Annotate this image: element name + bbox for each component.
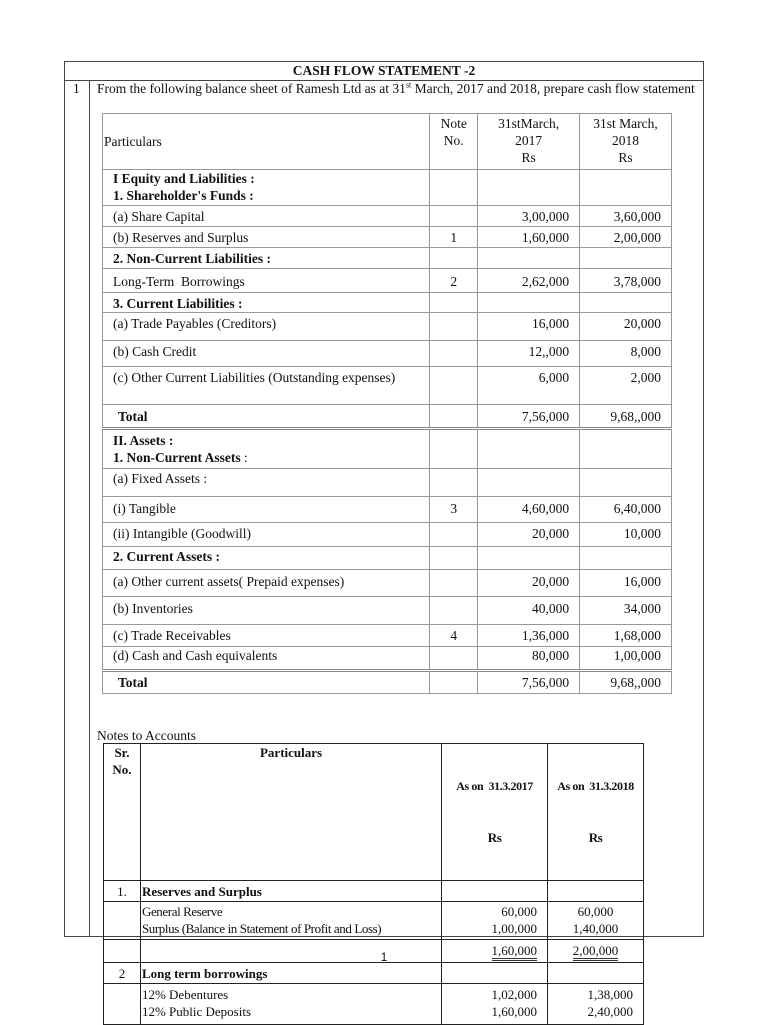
row-value-2017 xyxy=(478,547,580,570)
row-value-2018: 2,00,000 xyxy=(580,227,672,248)
balance-sheet-table xyxy=(102,113,672,694)
header-2018-line3: Rs xyxy=(618,150,633,165)
row-note xyxy=(430,248,478,269)
row-note xyxy=(430,671,478,694)
table-row xyxy=(103,625,672,647)
row-value-2017: 2,62,000 xyxy=(478,269,580,293)
row-note xyxy=(430,570,478,597)
row-value-2018: 34,000 xyxy=(580,597,672,625)
row-note: 2 xyxy=(430,269,478,293)
items-values-2017 xyxy=(442,902,548,940)
notes-section-row xyxy=(104,881,644,902)
row-label: Total xyxy=(103,671,430,694)
row-value-2017 xyxy=(478,469,580,497)
row-value-2017: 40,000 xyxy=(478,597,580,625)
row-value-2017 xyxy=(478,429,580,469)
row-value-2018 xyxy=(580,170,672,206)
table-row xyxy=(103,367,672,405)
row-value-2018: 10,000 xyxy=(580,523,672,547)
header-2018 xyxy=(580,114,672,170)
row-value-2017: 4,60,000 xyxy=(478,497,580,523)
section-sr-no: 1. xyxy=(104,881,141,902)
row-value-2018: 2,000 xyxy=(580,367,672,405)
notes-items-row xyxy=(104,902,644,940)
table-row xyxy=(103,469,672,497)
header-particulars: Particulars xyxy=(140,744,441,881)
row-value-2017 xyxy=(478,170,580,206)
row-value-2018: 1,68,000 xyxy=(580,625,672,647)
table-row xyxy=(103,647,672,671)
row-value-2018: 9,68,,000 xyxy=(580,671,672,694)
header-2018-line1: As on 31.3.2018 xyxy=(557,779,634,793)
table-row xyxy=(103,547,672,570)
item-label: 12% Public Deposits xyxy=(141,1004,252,1019)
items-empty-sr xyxy=(104,984,141,1025)
row-value-2018: 20,000 xyxy=(580,313,672,341)
row-label: Total xyxy=(103,405,430,429)
header-2018-line2: 2018 xyxy=(612,133,640,148)
row-label-line2: 1. Shareholder's Funds : xyxy=(113,188,254,203)
row-note: 3 xyxy=(430,497,478,523)
row-label xyxy=(103,429,430,469)
question-text-part2: March, 2017 and 2018, prepare cash flow statement xyxy=(411,81,695,96)
row-note xyxy=(430,293,478,313)
table-row-total xyxy=(103,671,672,694)
header-note-line1: Note xyxy=(440,116,467,131)
table-row xyxy=(103,497,672,523)
row-value-2018: 3,78,000 xyxy=(580,269,672,293)
header-2017-line1: 31stMarch, xyxy=(498,116,560,131)
row-note xyxy=(430,313,478,341)
row-label-line1: I Equity and Liabilities : xyxy=(113,171,255,186)
row-note: 1 xyxy=(430,227,478,248)
items-values-2018 xyxy=(548,984,644,1025)
row-value-2018 xyxy=(580,429,672,469)
table-row xyxy=(103,206,672,227)
question-number: 1 xyxy=(73,81,80,96)
items-empty-sr xyxy=(104,902,141,940)
table-row xyxy=(103,523,672,547)
row-value-2017: 20,000 xyxy=(478,523,580,547)
row-value-2017 xyxy=(478,293,580,313)
table-row xyxy=(103,269,672,293)
document-title: CASH FLOW STATEMENT -2 xyxy=(65,62,703,81)
table-row-total xyxy=(103,405,672,429)
section-sr-no: 2 xyxy=(104,963,141,984)
row-value-2017: 6,000 xyxy=(478,367,580,405)
row-value-2018 xyxy=(580,248,672,269)
question-text-superscript: st xyxy=(405,80,412,90)
balance-sheet-header-row xyxy=(103,114,672,170)
header-sr-no xyxy=(104,744,141,881)
row-label: 2. Non-Current Liabilities : xyxy=(103,248,430,269)
row-value-2018: 6,40,000 xyxy=(580,497,672,523)
item-value-2017: 1,60,000 xyxy=(491,1004,538,1019)
items-labels xyxy=(140,902,441,940)
row-value-2018: 1,00,000 xyxy=(580,647,672,671)
row-label: (i) Tangible xyxy=(103,497,430,523)
row-value-2017: 16,000 xyxy=(478,313,580,341)
row-label: (b) Inventories xyxy=(103,597,430,625)
items-values-2018 xyxy=(548,902,644,940)
item-value-2018: 60,000 xyxy=(577,904,614,919)
table-row xyxy=(103,429,672,469)
row-label: (c) Other Current Liabilities (Outstanding expenses) xyxy=(103,367,430,405)
notes-table xyxy=(103,743,644,1025)
row-note xyxy=(430,367,478,405)
header-2017-line1: As on 31.3.2017 xyxy=(456,779,533,793)
row-label: (a) Trade Payables (Creditors) xyxy=(103,313,430,341)
row-note xyxy=(430,523,478,547)
row-label: Long-Term Borrowings xyxy=(103,269,430,293)
items-labels xyxy=(140,984,441,1025)
header-note-line2: No. xyxy=(443,133,464,148)
notes-to-accounts-label: Notes to Accounts xyxy=(97,728,196,743)
table-row xyxy=(103,227,672,248)
row-value-2017: 12,,000 xyxy=(478,341,580,367)
row-label: (b) Reserves and Surplus xyxy=(103,227,430,248)
question-text-part1: From the following balance sheet of Ramesh Ltd as at 31 xyxy=(97,81,406,96)
header-2018-line2: Rs xyxy=(588,830,603,845)
question-text xyxy=(97,80,697,97)
row-label: (a) Other current assets( Prepaid expenses) xyxy=(103,570,430,597)
total-2018-underlined: 2,00,000 xyxy=(573,944,619,961)
row-label: (d) Cash and Cash equivalents xyxy=(103,647,430,671)
row-value-2018 xyxy=(580,293,672,313)
row-note xyxy=(430,429,478,469)
section-empty-2018 xyxy=(548,881,644,902)
row-note xyxy=(430,547,478,570)
table-row xyxy=(103,170,672,206)
header-2018-line1: 31st March, xyxy=(593,116,658,131)
item-value-2017: 1,02,000 xyxy=(491,987,538,1002)
row-value-2018: 16,000 xyxy=(580,570,672,597)
header-particulars: Particulars xyxy=(103,114,430,170)
item-value-2017: 1,00,000 xyxy=(491,921,538,936)
notes-header-row xyxy=(104,744,644,881)
table-row xyxy=(103,313,672,341)
item-label: 12% Debentures xyxy=(141,987,229,1002)
row-value-2018 xyxy=(580,547,672,570)
row-value-2018: 9,68,,000 xyxy=(580,405,672,429)
row-value-2017: 80,000 xyxy=(478,647,580,671)
item-label: General Reserve xyxy=(141,904,223,919)
row-label: (b) Cash Credit xyxy=(103,341,430,367)
item-value-2018: 2,40,000 xyxy=(587,1004,633,1019)
item-value-2018: 1,38,000 xyxy=(587,987,633,1002)
row-label: (a) Share Capital xyxy=(103,206,430,227)
row-value-2018: 8,000 xyxy=(580,341,672,367)
items-values-2017 xyxy=(442,984,548,1025)
row-note xyxy=(430,647,478,671)
table-row xyxy=(103,597,672,625)
total-2017-underlined: 1,60,000 xyxy=(492,944,538,961)
table-row xyxy=(103,341,672,367)
row-note xyxy=(430,341,478,367)
serial-column-divider xyxy=(89,81,90,936)
header-2018 xyxy=(548,744,644,881)
row-note xyxy=(430,170,478,206)
row-value-2017: 20,000 xyxy=(478,570,580,597)
section-empty-2017 xyxy=(442,881,548,902)
header-sr-line1: Sr. xyxy=(114,745,130,760)
row-label-line2-suffix: : xyxy=(240,450,248,465)
row-label: 3. Current Liabilities : xyxy=(103,293,430,313)
row-value-2017: 7,56,000 xyxy=(478,671,580,694)
notes-items-row xyxy=(104,984,644,1025)
row-label: (a) Fixed Assets : xyxy=(103,469,430,497)
row-label xyxy=(103,170,430,206)
row-note xyxy=(430,597,478,625)
header-note-no xyxy=(430,114,478,170)
header-2017-line3: Rs xyxy=(521,150,536,165)
row-value-2017 xyxy=(478,248,580,269)
header-2017 xyxy=(442,744,548,881)
row-value-2018 xyxy=(580,469,672,497)
table-row xyxy=(103,570,672,597)
row-value-2017: 1,36,000 xyxy=(478,625,580,647)
row-label: 2. Current Assets : xyxy=(103,547,430,570)
section-title: Reserves and Surplus xyxy=(140,881,441,902)
table-row xyxy=(103,248,672,269)
row-value-2017: 3,00,000 xyxy=(478,206,580,227)
row-label-line2 xyxy=(113,449,419,466)
row-label-line1: II. Assets : xyxy=(113,433,174,448)
row-value-2018: 3,60,000 xyxy=(580,206,672,227)
item-label: Surplus (Balance in Statement of Profit and Loss) xyxy=(141,921,382,936)
section-title: Long term borrowings xyxy=(140,963,441,984)
row-note xyxy=(430,405,478,429)
row-label-line2-bold: 1. Non-Current Assets xyxy=(113,450,241,465)
row-label: (c) Trade Receivables xyxy=(103,625,430,647)
row-value-2017: 7,56,000 xyxy=(478,405,580,429)
header-sr-line2: No. xyxy=(112,762,132,777)
table-row xyxy=(103,293,672,313)
row-note xyxy=(430,206,478,227)
item-value-2018: 1,40,000 xyxy=(572,921,619,936)
header-2017 xyxy=(478,114,580,170)
item-value-2017: 60,000 xyxy=(501,904,538,919)
page-number: 1 xyxy=(380,950,388,964)
header-2017-line2: 2017 xyxy=(515,133,543,148)
row-value-2017: 1,60,000 xyxy=(478,227,580,248)
row-note: 4 xyxy=(430,625,478,647)
row-note xyxy=(430,469,478,497)
header-2017-line2: Rs xyxy=(487,830,502,845)
row-label: (ii) Intangible (Goodwill) xyxy=(103,523,430,547)
